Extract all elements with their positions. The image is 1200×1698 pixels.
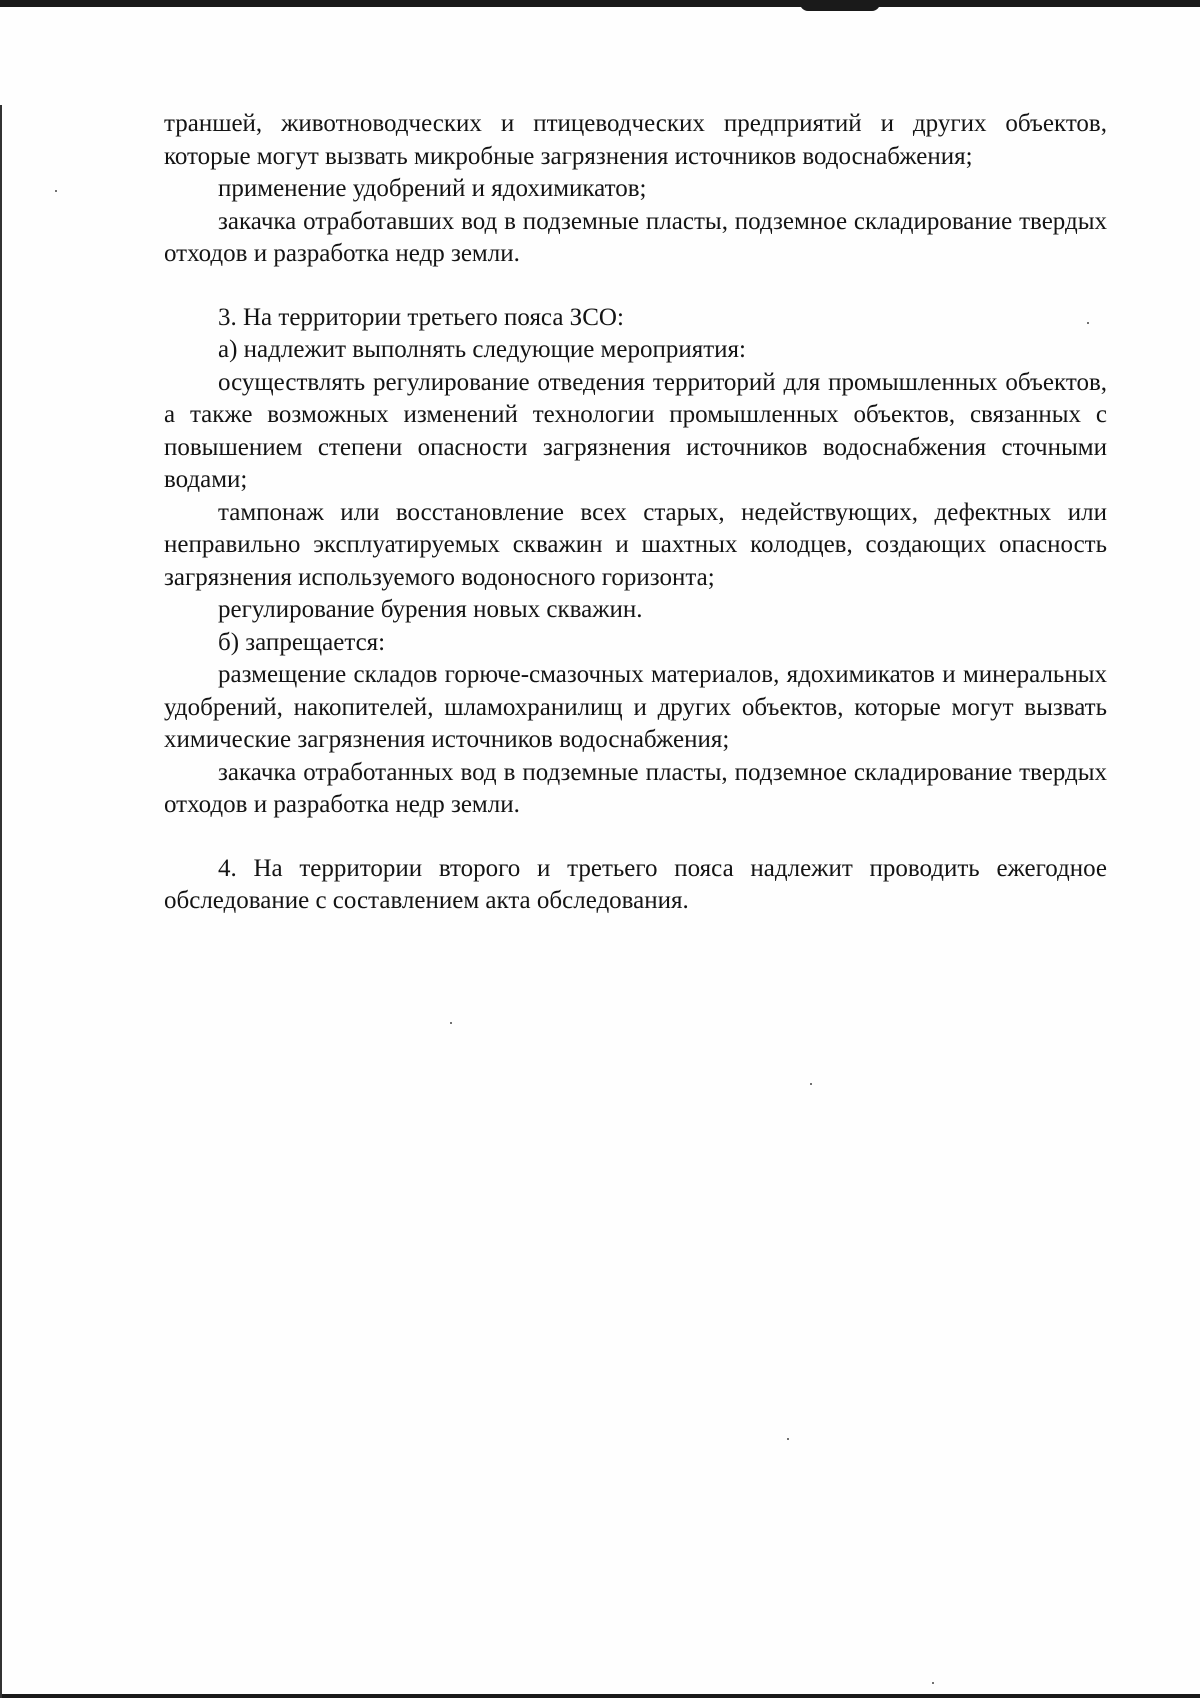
scan-speck bbox=[55, 190, 57, 192]
scan-speck bbox=[810, 1083, 812, 1085]
scan-top-artifact bbox=[800, 3, 880, 11]
paragraph: применение удобрений и ядохимикатов; bbox=[218, 175, 647, 202]
scan-bottom-edge bbox=[0, 1694, 1200, 1698]
paragraph: закачка отработанных вод в подземные пласты, подземное складирование твердых отходов и разработка недр земли. bbox=[164, 758, 1107, 818]
scan-speck bbox=[450, 1022, 452, 1024]
scan-speck bbox=[932, 1682, 934, 1684]
paragraph: регулирование бурения новых скважин. bbox=[218, 596, 643, 623]
scan-speck bbox=[787, 1438, 789, 1440]
scan-left-edge bbox=[0, 105, 2, 1698]
section-heading: 4. На территории второго и третьего пояса надлежит проводить ежегодное обследование с составлением акта обследования. bbox=[164, 854, 1107, 914]
paragraph: осуществлять регулирование отведения территорий для промышленных объектов, а также возможных изменений технологии промышленных объектов, связанных с повышением степени опасности загрязнения источников водоснабжения сточными водами; bbox=[164, 368, 1107, 493]
paragraph: размещение складов горюче-смазочных материалов, ядохимикатов и минеральных удобрений, накопителей, шламохранилищ и других объектов, которые могут вызвать химические загрязнения источников водоснабжения; bbox=[164, 661, 1107, 753]
section-heading: 3. На территории третьего пояса ЗСО: bbox=[218, 303, 624, 331]
paragraph: закачка отработавших вод в подземные пласты, подземное складирование твердых отходов и разработка недр земли. bbox=[164, 207, 1107, 267]
paragraph: траншей, животноводческих и птицеводческих предприятий и других объектов, которые могут вызвать микробные загрязнения источников водоснабжения; bbox=[164, 110, 1107, 170]
paragraph: а) надлежит выполнять следующие мероприятия: bbox=[218, 336, 746, 363]
scan-top-edge bbox=[0, 0, 1200, 7]
paragraph: б) запрещается: bbox=[218, 628, 386, 656]
document-body bbox=[164, 108, 1107, 918]
paragraph: тампонаж или восстановление всех старых, недействующих, дефектных или неправильно эксплуатируемых скважин и шахтных колодцев, создающих опасность загрязнения используемого водоносного горизонта; bbox=[164, 498, 1107, 591]
